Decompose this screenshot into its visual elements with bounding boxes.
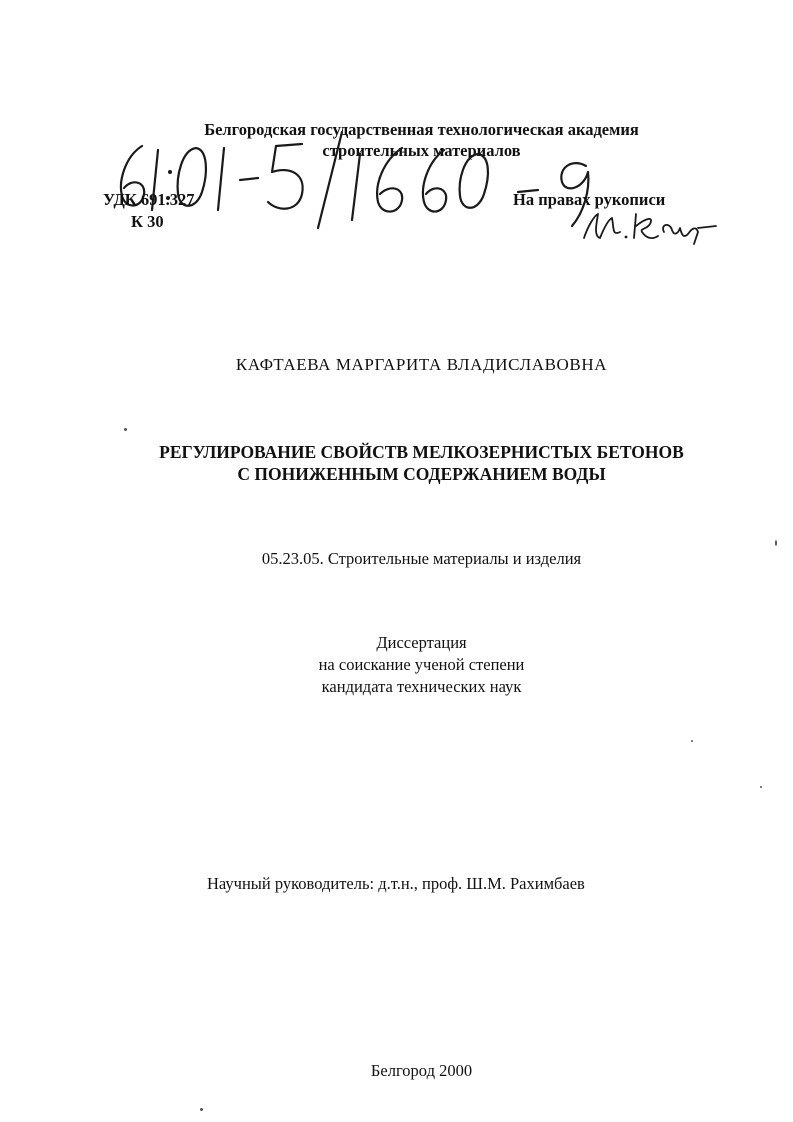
scan-speck — [760, 786, 762, 788]
library-index: К 30 — [131, 212, 164, 231]
handwritten-catalog-number — [112, 128, 512, 238]
institution-line-1: Белгородская государственная технологическая академия — [204, 119, 639, 139]
institution-line-2: строительных материалов — [322, 140, 521, 160]
handwritten-signature — [580, 208, 720, 248]
scan-speck — [775, 540, 777, 546]
city-year: Белгород 2000 — [370, 1060, 473, 1080]
dissertation-type: Диссертация — [376, 632, 467, 652]
dissertation-title-line-2: С ПОНИЖЕННЫМ СОДЕРЖАНИЕМ ВОДЫ — [237, 463, 606, 484]
scan-speck — [124, 428, 127, 431]
scan-speck — [200, 1108, 203, 1111]
degree-name: кандидата технических наук — [321, 676, 522, 696]
degree-purpose: на соискание ученой степени — [318, 654, 525, 674]
scan-speck — [691, 740, 693, 742]
udk-code: УДК 691.327 — [103, 190, 195, 209]
specialty-code: 05.23.05. Строительные материалы и изделия — [261, 548, 582, 568]
scientific-advisor: Научный руководитель: д.т.н., проф. Ш.М. Рахимбаев — [207, 874, 585, 893]
dissertation-title-line-1: РЕГУЛИРОВАНИЕ СВОЙСТВ МЕЛКОЗЕРНИСТЫХ БЕТОНОВ — [159, 441, 684, 462]
manuscript-rights: На правах рукописи — [513, 190, 666, 209]
author-name: КАФТАЕВА МАРГАРИТА ВЛАДИСЛАВОВНА — [235, 355, 608, 374]
